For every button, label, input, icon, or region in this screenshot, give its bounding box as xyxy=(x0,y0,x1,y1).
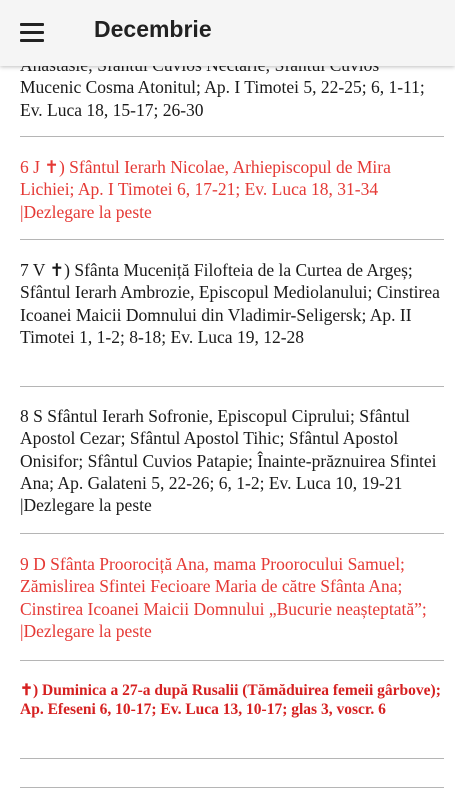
calendar-entry[interactable]: Mucenic Cosma Atonitul; Ap. I Timotei 5, 22-25; 6, 1-11; Ev. Luca 18, 15-17; 26-30 xyxy=(20,77,425,120)
calendar-entry[interactable]: 6 J ✝) Sfântul Ierarh Nicolae, Arhiepiscopul de Mira Lichiei; Ap. I Timotei 6, 17-21; Ev. Luca 18, 31-34 |Dezlegare la peste xyxy=(20,157,391,222)
divider xyxy=(20,386,444,387)
calendar-entry[interactable]: ✝) Duminica a 27-a după Rusalii (Tămăduirea femeii gârbove); Ap. Efeseni 6, 10-17; Ev. Luca 13, 10-17; glas 3, voscr. 6 xyxy=(20,682,441,718)
page-title: Decembrie xyxy=(94,16,212,42)
calendar-entry[interactable]: 8 S Sfântul Ierarh Sofronie, Episcopul Ciprului; Sfântul Apostol Cezar; Sfântul Apostol Tihic; Sfântul Apostol Onisifor; Sfântul Cuvios Patapie; Înainte-prăznuirea Sfintei Ana; Ap. Galateni 5, 22-26; 6, 1-2; Ev. Luca 10, 19-21 |Dezlegare la peste xyxy=(20,406,437,516)
calendar-entry[interactable]: 7 V ✝) Sfânta Muceniță Filofteia de la Curtea de Argeș; Sfântul Ierarh Ambrozie, Episcopul Mediolanului; Cinstirea Icoanei Maicii Domnului din Vladimir-Seligersk; Ap. II Timotei 1, 1-2; 8-18; Ev. Luca 19, 12-28 xyxy=(20,260,440,347)
divider xyxy=(20,136,444,137)
app-bar xyxy=(0,0,455,66)
calendar-entry[interactable]: 9 D Sfânta Proorociță Ana, mama Proorocului Samuel; Zămislirea Sfintei Fecioare Maria de către Sfânta Ana; Cinstirea Icoanei Maicii Domnului „Bucurie neașteptată”; |Dezlegare la peste xyxy=(20,554,427,641)
divider xyxy=(20,533,444,534)
hamburger-menu-icon[interactable] xyxy=(20,14,60,50)
divider xyxy=(20,660,444,661)
divider xyxy=(20,758,444,759)
divider xyxy=(20,239,444,240)
divider xyxy=(20,787,444,788)
